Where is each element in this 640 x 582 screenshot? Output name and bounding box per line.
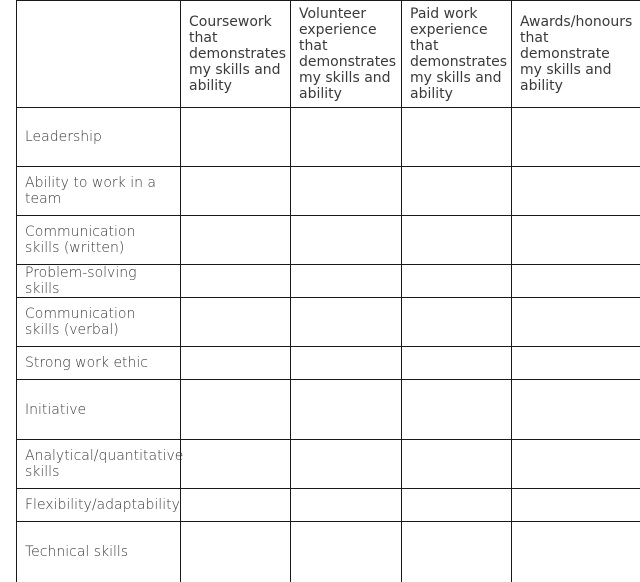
row-label-problem-solving: Problem-solving skills (17, 265, 181, 298)
table-cell (291, 265, 402, 298)
column-header-volunteer: Volunteer experience that demonstrates my skills and ability (291, 1, 402, 108)
table-cell (512, 265, 640, 298)
table-row (17, 167, 640, 216)
table-row (17, 298, 640, 347)
table-cell (402, 347, 512, 380)
table-cell (291, 489, 402, 522)
table-cell (291, 380, 402, 440)
table-cell (291, 298, 402, 347)
table-cell (181, 347, 291, 380)
corner-cell (17, 1, 181, 108)
row-label-leadership: Leadership (17, 108, 181, 167)
table-cell (181, 522, 291, 582)
table-cell (402, 216, 512, 265)
table-row (17, 440, 640, 489)
table-cell (291, 440, 402, 489)
table-row (17, 347, 640, 380)
table-cell (512, 489, 640, 522)
table-cell (181, 298, 291, 347)
row-label-communication-verbal: Communication skills (verbal) (17, 298, 181, 347)
table-cell (402, 489, 512, 522)
table-cell (402, 108, 512, 167)
table-row (17, 522, 640, 582)
table-cell (512, 216, 640, 265)
skills-table (16, 0, 640, 582)
table-cell (291, 347, 402, 380)
table-cell (291, 216, 402, 265)
table-cell (181, 108, 291, 167)
table-cell (402, 298, 512, 347)
row-label-communication-written: Communication skills (written) (17, 216, 181, 265)
table-cell (181, 489, 291, 522)
table-cell (512, 298, 640, 347)
row-label-work-ethic: Strong work ethic (17, 347, 181, 380)
table-cell (512, 347, 640, 380)
row-label-flexibility: Flexibility/adaptability (17, 489, 181, 522)
table-cell (291, 522, 402, 582)
table-cell (402, 265, 512, 298)
table-cell (181, 380, 291, 440)
column-header-awards: Awards/honours that demonstrate my skills and ability (512, 1, 640, 108)
table-row (17, 265, 640, 298)
column-header-paid-work: Paid work experience that demonstrates my skills and ability (402, 1, 512, 108)
table-cell (181, 265, 291, 298)
table-row (17, 489, 640, 522)
row-label-analytical: Analytical/quantitative skills (17, 440, 181, 489)
table-cell (402, 440, 512, 489)
table-cell (402, 167, 512, 216)
table-cell (181, 440, 291, 489)
table-cell (512, 380, 640, 440)
table-row (17, 216, 640, 265)
table-cell (291, 108, 402, 167)
row-label-technical: Technical skills (17, 522, 181, 582)
table-cell (512, 108, 640, 167)
table-cell (181, 167, 291, 216)
row-label-teamwork: Ability to work in a team (17, 167, 181, 216)
row-label-initiative: Initiative (17, 380, 181, 440)
table-cell (512, 167, 640, 216)
table-row (17, 380, 640, 440)
table-cell (181, 216, 291, 265)
table-cell (402, 380, 512, 440)
column-header-coursework: Coursework that demonstrates my skills and ability (181, 1, 291, 108)
table-cell (512, 440, 640, 489)
table-row (17, 108, 640, 167)
header-row (17, 1, 640, 108)
table-cell (402, 522, 512, 582)
table-cell (512, 522, 640, 582)
table-cell (291, 167, 402, 216)
